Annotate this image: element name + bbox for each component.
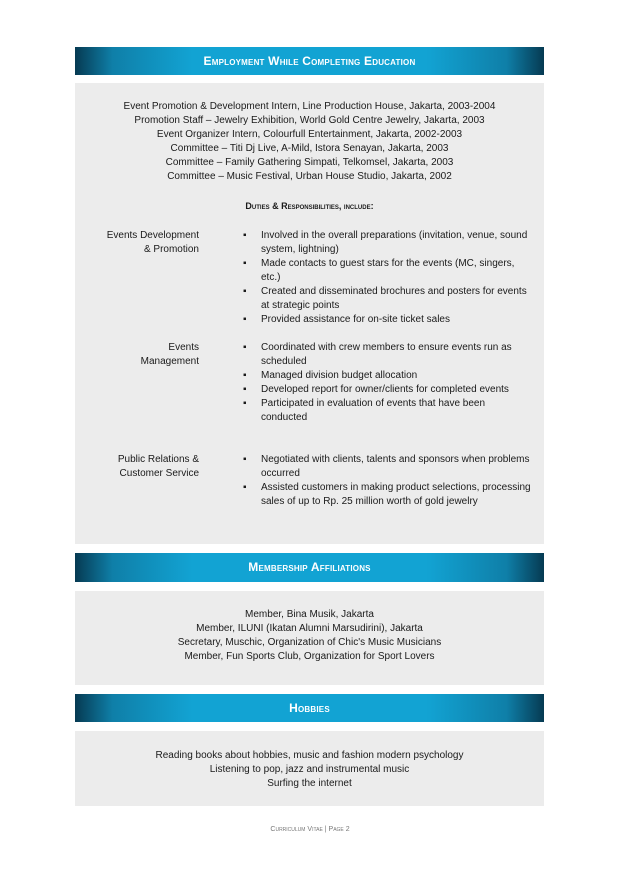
position-line: Event Promotion & Development Intern, Line Production House, Jakarta, 2003-2004 xyxy=(123,101,496,112)
bullet-icon: ▪ xyxy=(243,370,247,381)
position-line: Committee – Family Gathering Simpati, Telkomsel, Jakarta, 2003 xyxy=(165,157,454,168)
duty-bullet xyxy=(243,229,533,257)
duty-category-line: Public Relations & xyxy=(117,454,199,465)
employment-header: Employment While Completing Education xyxy=(75,47,544,75)
duty-bullet xyxy=(243,257,533,285)
membership-panel xyxy=(75,591,544,685)
duty-bullet xyxy=(243,313,533,327)
bullet-icon: ▪ xyxy=(243,342,247,353)
bullet-icon: ▪ xyxy=(243,258,247,269)
hobby-item: Surfing the internet xyxy=(267,778,352,789)
duty-category-line: Events Development xyxy=(106,230,199,241)
page-footer: Curriculum Vitae | Page 2 xyxy=(270,826,350,833)
duty-bullets xyxy=(243,229,533,327)
duty-text: Provided assistance for on-site ticket sales xyxy=(261,314,450,325)
membership-item: Member, ILUNI (Ikatan Alumni Marsudirini), Jakarta xyxy=(196,623,423,634)
duty-text: Negotiated with clients, talents and sponsors when problems occurred xyxy=(261,454,530,479)
bullet-icon: ▪ xyxy=(243,454,247,465)
position-line: Event Organizer Intern, Colourfull Entertainment, Jakarta, 2002-2003 xyxy=(156,129,463,140)
duty-text: Created and disseminated brochures and posters for events at strategic points xyxy=(261,286,527,311)
bullet-icon: ▪ xyxy=(243,384,247,395)
duty-category-line: Customer Service xyxy=(119,468,199,479)
duty-category xyxy=(75,229,199,257)
duty-category-line: Events xyxy=(168,342,199,353)
membership-item: Secretary, Muschic, Organization of Chic's Music Musicians xyxy=(177,637,442,648)
duty-category xyxy=(75,453,199,481)
bullet-icon: ▪ xyxy=(243,314,247,325)
duty-category-line: Management xyxy=(140,356,199,367)
duty-bullets xyxy=(243,453,533,509)
duty-bullets xyxy=(243,341,533,425)
duty-bullet xyxy=(243,397,533,425)
membership-header: Membership Affiliations xyxy=(75,553,544,582)
membership-item: Member, Fun Sports Club, Organization for Sport Lovers xyxy=(184,651,435,662)
hobbies-list xyxy=(75,749,544,791)
duty-text: Assisted customers in making product selections, processing sales of up to Rp. 25 million worth of gold jewelry xyxy=(261,482,531,507)
hobby-item: Reading books about hobbies, music and fashion modern psychology xyxy=(155,750,464,761)
duty-bullet xyxy=(243,453,533,481)
duty-bullet xyxy=(243,481,533,509)
duty-text: Developed report for owner/clients for completed events xyxy=(261,384,509,395)
duty-category xyxy=(75,341,199,369)
duty-text: Coordinated with crew members to ensure events run as scheduled xyxy=(261,342,512,367)
duty-bullet xyxy=(243,369,533,383)
position-line: Promotion Staff – Jewelry Exhibition, World Gold Centre Jewelry, Jakarta, 2003 xyxy=(134,115,485,126)
employment-panel xyxy=(75,83,544,544)
position-line: Committee – Titi Dj Live, A-Mild, Istora Senayan, Jakarta, 2003 xyxy=(170,143,449,154)
hobbies-header: Hobbies xyxy=(75,694,544,722)
bullet-icon: ▪ xyxy=(243,230,247,241)
hobbies-panel xyxy=(75,731,544,806)
hobby-item: Listening to pop, jazz and instrumental music xyxy=(209,764,410,775)
bullet-icon: ▪ xyxy=(243,482,247,493)
duty-text: Involved in the overall preparations (invitation, venue, sound system, lightning) xyxy=(261,230,528,255)
duty-bullet xyxy=(243,383,533,397)
duty-text: Made contacts to guest stars for the events (MC, singers, etc.) xyxy=(261,258,515,283)
duty-text: Managed division budget allocation xyxy=(261,370,418,381)
duties-title: Duties & Responsibilities, include: xyxy=(245,201,374,211)
bullet-icon: ▪ xyxy=(243,286,247,297)
duty-category-line: & Promotion xyxy=(143,244,199,255)
membership-item: Member, Bina Musik, Jakarta xyxy=(245,609,374,620)
position-list xyxy=(75,100,544,184)
duty-bullet xyxy=(243,341,533,369)
duty-text: Participated in evaluation of events that have been conducted xyxy=(261,398,486,423)
bullet-icon: ▪ xyxy=(243,398,247,409)
duty-bullet xyxy=(243,285,533,313)
position-line: Committee – Music Festival, Urban House Studio, Jakarta, 2002 xyxy=(167,171,452,182)
membership-list xyxy=(75,608,544,664)
